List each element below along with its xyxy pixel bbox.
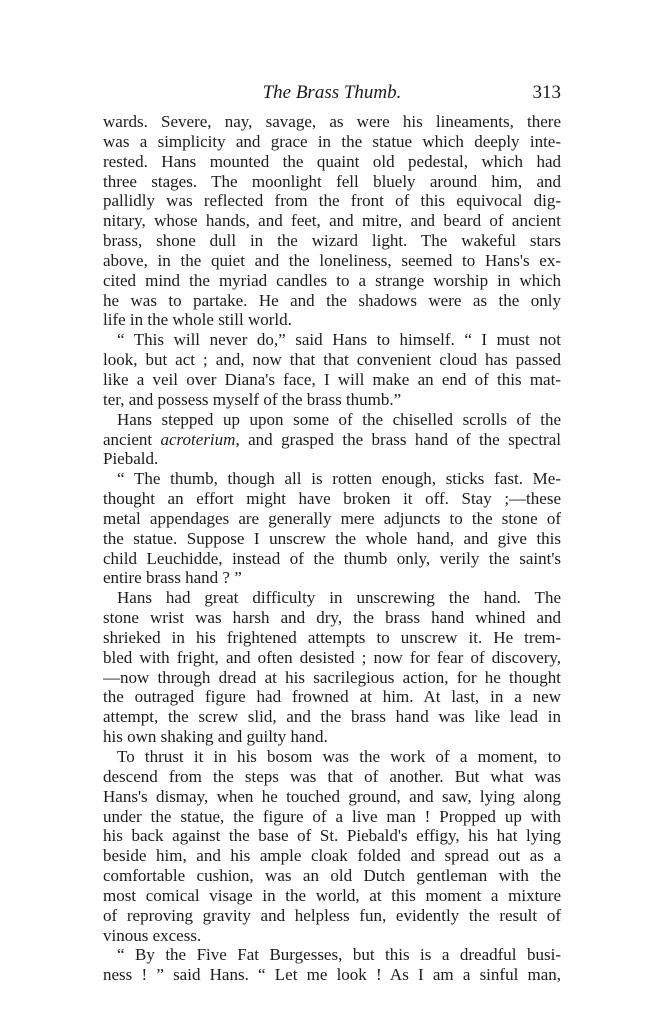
text-line: attempt, the screw slid, and the brass hand was like lead in bbox=[103, 707, 561, 727]
text-line: beside him, and his ample cloak folded and spread out as a bbox=[103, 846, 561, 866]
text-line: Piebald. bbox=[103, 449, 159, 469]
text-line: rested. Hans mounted the quaint old pedestal, which had bbox=[103, 151, 561, 171]
text-line: the outraged figure had frowned at him. At last, in a new bbox=[103, 687, 561, 707]
text-line: comfortable cushion, was an old Dutch gentleman with the bbox=[103, 866, 561, 886]
text-line: like a veil over Diana's face, I will make an end of this mat- bbox=[103, 369, 561, 389]
text-line: was a simplicity and grace in the statue which deeply inte- bbox=[103, 131, 561, 151]
text-line: Hans's dismay, when he touched ground, and saw, lying along bbox=[103, 786, 561, 806]
text-line: of reproving gravity and helpless fun, evidently the result of bbox=[103, 905, 561, 925]
text-line: metal appendages are generally mere adjuncts to the stone of bbox=[103, 508, 561, 528]
text-line: most comical visage in the world, at this moment a mixture bbox=[103, 885, 561, 905]
text-line: under the statue, the figure of a live man ! Propped up with bbox=[103, 806, 561, 826]
text-line: stone wrist was harsh and dry, the brass hand whined and bbox=[103, 608, 561, 628]
text-line: life in the whole still world. bbox=[103, 310, 292, 330]
text-line: nitary, whose hands, and feet, and mitre, and beard of ancient bbox=[103, 211, 561, 231]
text-line: ter, and possess myself of the brass thumb.” bbox=[103, 389, 402, 409]
text-line: three stages. The moonlight fell bluely around him, and bbox=[103, 171, 561, 191]
text-line: Hans had great difficulty in unscrewing the hand. The bbox=[117, 588, 561, 608]
text-line: look, but act ; and, now that that convenient cloud has passed bbox=[103, 350, 561, 370]
text-line: “ By the Five Fat Burgesses, but this is a dreadful busi- bbox=[117, 945, 561, 965]
text-line: To thrust it in his bosom was the work of a moment, to bbox=[117, 747, 561, 766]
text-line: ness ! ” said Hans. “ Let me look ! As I am a sinful man, bbox=[103, 965, 561, 985]
page-header bbox=[103, 82, 561, 112]
text-line: ancient acroterium, and grasped the brass hand of the spectral bbox=[103, 429, 561, 449]
text-line: wards. Severe, nay, savage, as were his lineaments, there bbox=[103, 112, 561, 131]
text-line: shrieked in his frightened attempts to unscrew it. He trem- bbox=[103, 627, 561, 647]
text-line: thought an effort might have broken it off. Stay ;—these bbox=[103, 489, 561, 509]
text-line: his own shaking and guilty hand. bbox=[103, 727, 328, 747]
text-line: brass, shone dull in the wizard light. The wakeful stars bbox=[103, 231, 561, 251]
text-line: entire brass hand ? ” bbox=[103, 568, 242, 588]
text-line: “ The thumb, though all is rotten enough, sticks fast. Me- bbox=[117, 469, 561, 489]
text-line: pallidly was reflected from the front of this equivocal dig- bbox=[103, 191, 561, 211]
page-number: 313 bbox=[532, 82, 561, 103]
text-line: bled with fright, and often desisted ; now for fear of discovery, bbox=[103, 647, 561, 667]
book-page bbox=[103, 82, 561, 985]
text-line: cited mind the myriad candles to a strange worship in which bbox=[103, 270, 561, 290]
body-text bbox=[103, 112, 561, 985]
text-line: child Leuchidde, instead of the thumb only, verily the saint's bbox=[103, 548, 561, 568]
text-line: —now through dread at his sacrilegious action, for he thought bbox=[103, 667, 561, 687]
text-line: above, in the quiet and the loneliness, seemed to Hans's ex- bbox=[103, 250, 561, 270]
text-line: “ This will never do,” said Hans to himself. “ I must not bbox=[117, 330, 561, 350]
text-line: vinous excess. bbox=[103, 925, 202, 945]
text-line: the statue. Suppose I unscrew the whole hand, and give this bbox=[103, 528, 561, 548]
text-line: he was to partake. He and the shadows were as the only bbox=[103, 290, 561, 310]
text-line: descend from the steps was that of another. But what was bbox=[103, 766, 561, 786]
text-line: Hans stepped up upon some of the chiselled scrolls of the bbox=[117, 409, 561, 429]
running-title: The Brass Thumb. bbox=[262, 82, 402, 103]
text-line: his back against the base of St. Piebald's effigy, his hat lying bbox=[103, 826, 561, 846]
